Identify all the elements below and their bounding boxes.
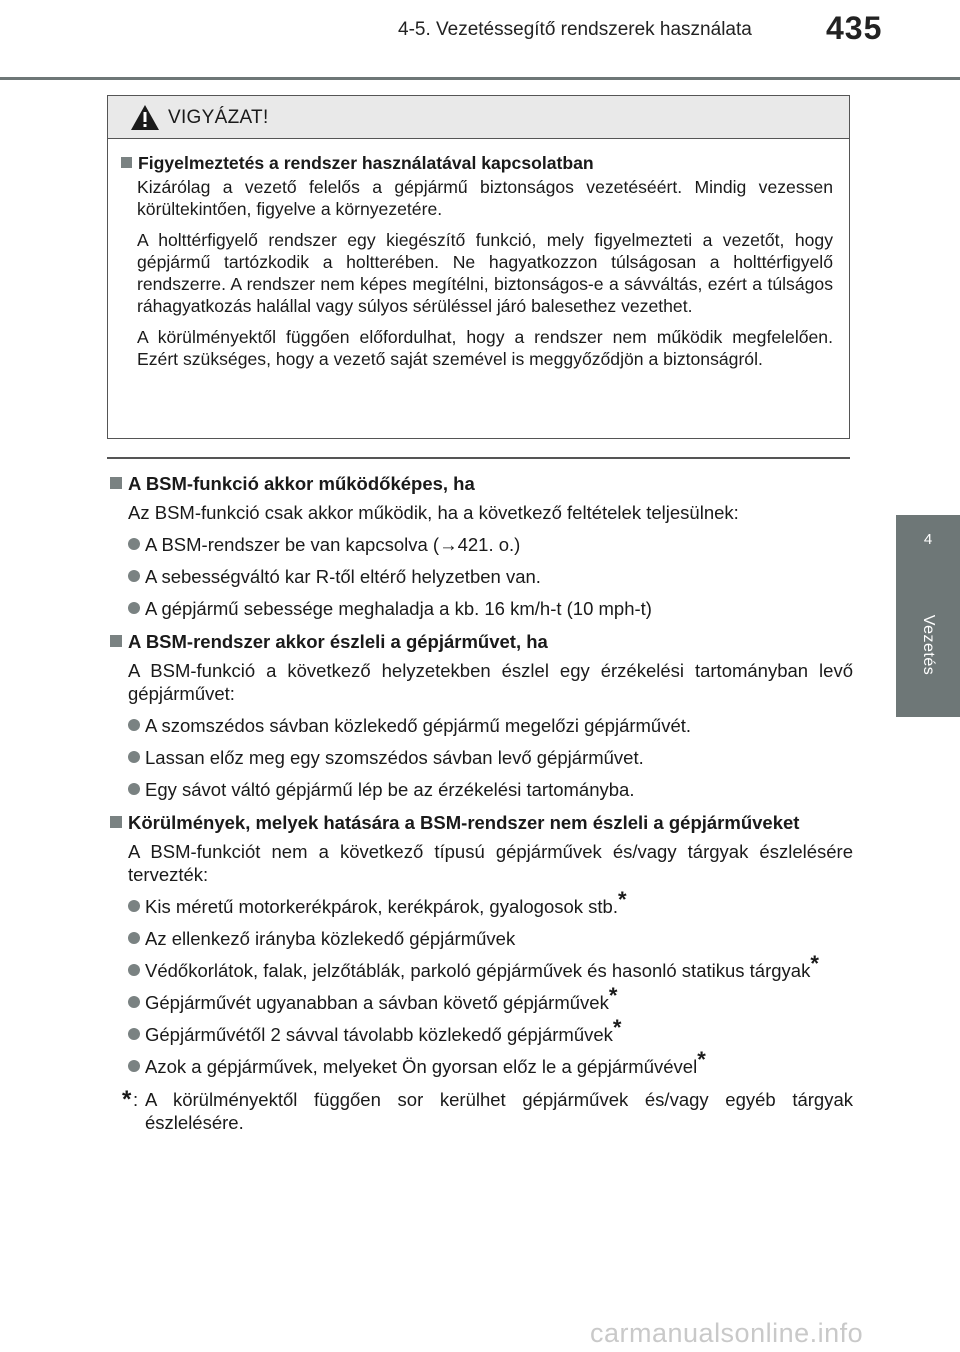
list-item: Lassan előz meg egy szomszédos sávban levő gépjárművet. [108, 746, 853, 769]
page-number: 435 [826, 10, 883, 46]
round-bullet-icon [128, 1028, 140, 1040]
warning-paragraph: Kizárólag a vezető felelős a gépjármű biztonságos vezetéséért. Mindig vezessen körültekintően, figyelve a környezetére. [137, 177, 833, 219]
square-bullet-icon [121, 157, 132, 168]
section-intro: A BSM-funkciót nem a következő típusú gépjárművek és/vagy tárgyak észlelésére tervezték: [128, 841, 853, 885]
list-item: Egy sávot váltó gépjármű lép be az érzékelési tartományba. [108, 778, 853, 801]
round-bullet-icon [128, 996, 140, 1008]
list-item: Azok a gépjárművek, melyeket Ön gyorsan előz le a gépjárművével* [108, 1055, 853, 1078]
list-item: Gépjárművétől 2 sávval távolabb közlekedő gépjárművek* [108, 1023, 853, 1046]
square-bullet-icon [110, 635, 122, 647]
round-bullet-icon [128, 783, 140, 795]
watermark: carmanualsonline.info [590, 1318, 864, 1348]
section-intro: Az BSM-funkció csak akkor működik, ha a következő feltételek teljesülnek: [128, 502, 739, 523]
list-item: Kis méretű motorkerékpárok, kerékpárok, gyalogosok stb.* [108, 895, 853, 918]
round-bullet-icon [128, 900, 140, 912]
warning-header [108, 96, 849, 139]
warning-paragraph: A holttérfigyelő rendszer egy kiegészítő funkció, mely figyelmezteti a vezetőt, hogy gépjármű tartózkodik a holtterében. Ne hagyatkozzon túlságosan a holttérfigyelő rendszerre. A rendszer nem képes megítélni, biztonságos-e a sávváltás, ezért a túlságos ráhagyatkozás halállal vagy súlyos sérüléssel járó balesethez vezethet. [137, 230, 833, 316]
warning-section-title: Figyelmeztetés a rendszer használatával kapcsolatban [120, 152, 833, 174]
round-bullet-icon [128, 538, 140, 550]
list-item: Az ellenkező irányba közlekedő gépjárművek [108, 927, 853, 950]
chapter-label: Vezetés [920, 614, 937, 676]
footnote-marker: * [612, 1015, 622, 1040]
list-item: Védőkorlátok, falak, jelzőtáblák, parkoló gépjárművek és hasonló statikus tárgyak* [108, 959, 853, 982]
section-intro: A BSM-funkció a következő helyzetekben észlel egy érzékelési tartományban levő gépjárművet: [128, 660, 853, 704]
round-bullet-icon [128, 932, 140, 944]
square-bullet-icon [110, 477, 122, 489]
header-section-title: 4-5. Vezetéssegítő rendszerek használata [398, 19, 752, 40]
round-bullet-icon [128, 751, 140, 763]
section-title: A BSM-funkció akkor működőképes, ha [108, 472, 853, 495]
square-bullet-icon [110, 816, 122, 828]
chapter-side-tab [896, 515, 960, 717]
round-bullet-icon [128, 602, 140, 614]
section-divider [107, 457, 850, 459]
list-item: A sebességváltó kar R-től eltérő helyzetben van. [108, 565, 853, 588]
warning-label: VIGYÁZAT! [168, 107, 269, 128]
round-bullet-icon [128, 719, 140, 731]
footnote-marker: * [697, 1047, 706, 1072]
section-title: Körülmények, melyek hatására a BSM-rendszer nem észleli a gépjárműveket [108, 811, 853, 834]
warning-paragraph: A körülményektől függően előfordulhat, hogy a rendszer nem működik megfelelően. Ezért szükséges, hogy a vezető saját szemével is meggyőződjön a biztonságról. [137, 327, 833, 369]
footnote-marker: * [618, 887, 627, 912]
header-rule [0, 77, 960, 80]
footnote-colon: : [133, 1089, 139, 1110]
footnote-marker: * [122, 1086, 132, 1113]
round-bullet-icon [128, 964, 140, 976]
list-item: A szomszédos sávban közlekedő gépjármű megelőzi gépjárművét. [108, 714, 853, 737]
section-title: A BSM-rendszer akkor észleli a gépjárművet, ha [108, 630, 853, 653]
round-bullet-icon [128, 570, 140, 582]
main-content [108, 472, 853, 1134]
footnote-marker: * [608, 983, 618, 1008]
round-bullet-icon [128, 1060, 140, 1072]
footnote-marker: * [810, 951, 819, 976]
list-item: Gépjárművét ugyanabban a sávban követő gépjárművek* [108, 991, 853, 1014]
warning-box [107, 95, 850, 439]
warning-body [108, 139, 849, 370]
list-item: A BSM-rendszer be van kapcsolva (→421. o.) [108, 533, 853, 556]
chapter-number: 4 [923, 531, 933, 548]
list-item: A gépjármű sebessége meghaladja a kb. 16 km/h-t (10 mph-t) [108, 597, 853, 620]
warning-triangle-icon [130, 104, 160, 131]
footnote: * : A körülményektől függően sor kerülhet gépjárművek és/vagy egyéb tárgyak észlelésére. [122, 1086, 853, 1133]
